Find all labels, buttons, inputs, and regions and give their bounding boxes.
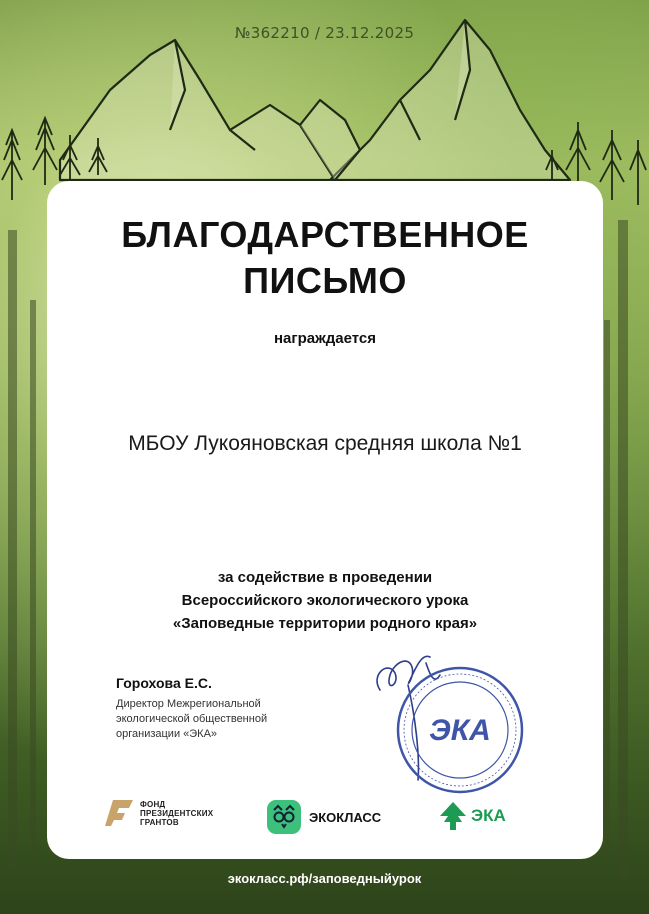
logo-presidential-grants-fund	[105, 798, 213, 828]
title-line-1: БЛАГОДАРСТВЕННОЕ	[121, 214, 529, 255]
presidential-grants-fund-icon	[105, 798, 135, 828]
award-reason	[47, 566, 603, 635]
partner-logos	[47, 795, 603, 845]
certificate-title	[47, 212, 603, 304]
fpg-line-2: ПРЕЗИДЕНТСКИХ	[140, 808, 214, 818]
signer-role-line-3: организации «ЭКА»	[116, 728, 218, 740]
reason-line-3: «Заповедные территории родного края»	[172, 615, 478, 632]
logo-eka	[440, 802, 506, 830]
awarded-label: награждается	[273, 330, 377, 347]
seal-logo-text: ЭКА	[429, 714, 491, 747]
fpg-line-3: ГРАНТОВ	[140, 817, 179, 827]
certificate-number-date: №362210 / 23.12.2025	[234, 24, 415, 42]
reason-line-1: за содействие в проведении	[217, 569, 433, 586]
eka-label: ЭКА	[471, 806, 506, 825]
signer-role-line-1: Директор Межрегиональной	[116, 698, 261, 710]
signer-role	[116, 697, 316, 742]
title-line-2: ПИСЬМО	[243, 260, 407, 301]
signer-role-line-2: экологической общественной	[116, 713, 268, 725]
recipient-name: МБОУ Лукояновская средняя школа №1	[128, 432, 522, 455]
signer-name: Горохова Е.С.	[116, 675, 212, 691]
footer-url: экокласс.рф/заповедныйурок	[227, 871, 422, 886]
logo-ekoklass	[267, 800, 381, 834]
fpg-line-1: ФОНД	[140, 799, 166, 809]
ekoklass-owl-icon	[267, 800, 301, 834]
reason-line-2: Всероссийского экологического урока	[181, 592, 469, 609]
eka-tree-icon	[440, 802, 466, 830]
ekoklass-label: ЭКОКЛАСС	[309, 809, 382, 825]
stamp-and-signature	[360, 645, 535, 795]
mountain-illustration	[60, 20, 570, 180]
